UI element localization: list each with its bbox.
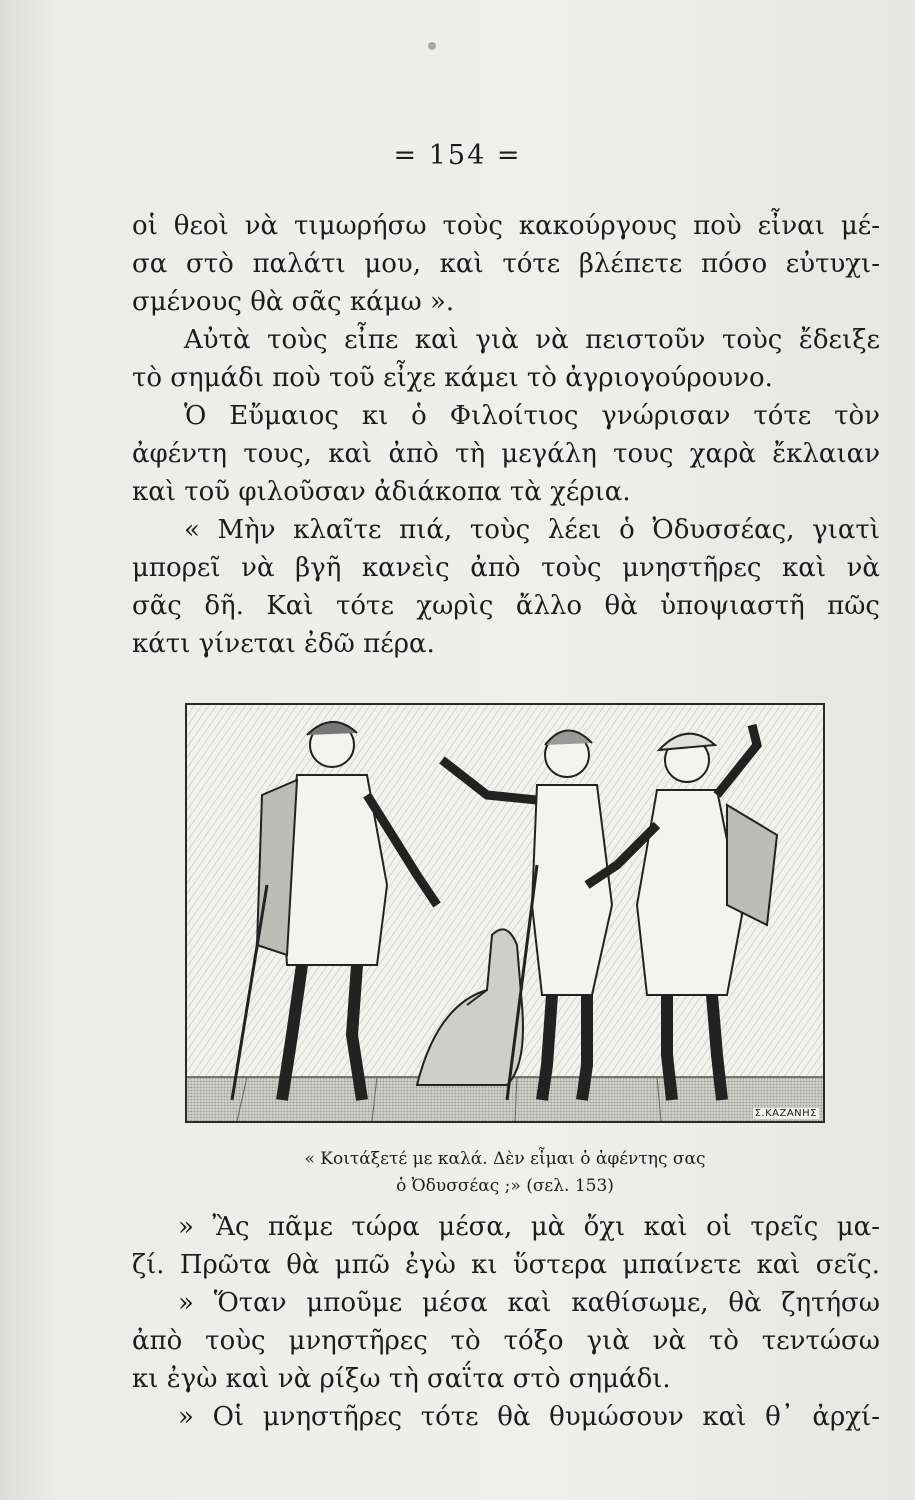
text-line: « Μὴν κλαῖτε πιά, τοὺς λέει ὁ Ὀδυσσέας, γιατὶ [184,515,880,545]
text-line: » Ἂς πᾶμε τώρα μέσα, μὰ ὄχι καὶ οἱ τρεῖς μα- [178,1212,880,1242]
text-line: οἱ θεοὶ νὰ τιμωρήσω τοὺς κακούργους ποὺ εἶναι μέ- [132,211,880,241]
illustrator-signature: Σ.ΚΑΖΑΝΗΣ [754,1108,817,1119]
text-line: κάτι γίνεται ἐδῶ πέρα. [132,629,435,659]
text-line: μπορεῖ νὰ βγῆ κανεὶς ἀπὸ τοὺς μνηστῆρες καὶ νὰ [132,553,880,583]
ink-dot [428,42,436,50]
text-line: καὶ τοῦ φιλοῦσαν ἀδιάκοπα τὰ χέρια. [132,477,631,507]
text-line: τὸ σημάδι ποὺ τοῦ εἶχε κάμει τὸ ἀγριογούρουνο. [132,363,773,393]
text-line: Ὁ Εὔμαιος κι ὁ Φιλοίτιος γνώρισαν τότε τὸν [184,401,880,431]
text-line: » Οἱ μνηστῆρες τότε θὰ θυμώσουν καὶ θ᾽ ἀρχί- [178,1402,880,1432]
text-block-top [132,207,880,663]
caption-line: ὁ Ὀδυσσέας ;» (σελ. 153) [396,1176,614,1196]
text-line: σμένους θὰ σᾶς κάμω ». [132,287,455,317]
text-line: κι ἐγὼ καὶ νὰ ρίξω τὴ σαΐτα στὸ σημάδι. [132,1364,671,1394]
text-line: ἀφέντη τους, καὶ ἀπὸ τὴ μεγάλη τους χαρὰ ἔκλαιαν [132,439,880,469]
illustration-drawing [187,705,823,1121]
text-line: σᾶς δῆ. Καὶ τότε χωρὶς ἄλλο θὰ ὑποψιαστῆ πῶς [132,591,880,621]
text-line: σα στὸ παλάτι μου, καὶ τότε βλέπετε πόσο εὐτυχι- [132,249,880,279]
text-line: ἀπὸ τοὺς μνηστῆρες τὸ τόξο γιὰ νὰ τὸ τεντώσω [132,1326,880,1356]
text-block-bottom [132,1208,880,1436]
illustration [185,703,825,1123]
text-line: Αὐτὰ τοὺς εἶπε καὶ γιὰ νὰ πειστοῦν τοὺς ἔδειξε [184,325,880,355]
caption-line: « Κοιτάξετέ με καλά. Δὲν εἶμαι ὁ ἀφέντης σας [304,1149,706,1169]
figure-caption [185,1146,825,1200]
page-number: = 154 = [393,140,522,171]
text-line: ζί. Πρῶτα θὰ μπῶ ἐγὼ κι ὕστερα μπαίνετε καὶ σεῖς. [132,1250,880,1280]
text-line: » Ὅταν μποῦμε μέσα καὶ καθίσωμε, θὰ ζητήσω [178,1288,880,1318]
